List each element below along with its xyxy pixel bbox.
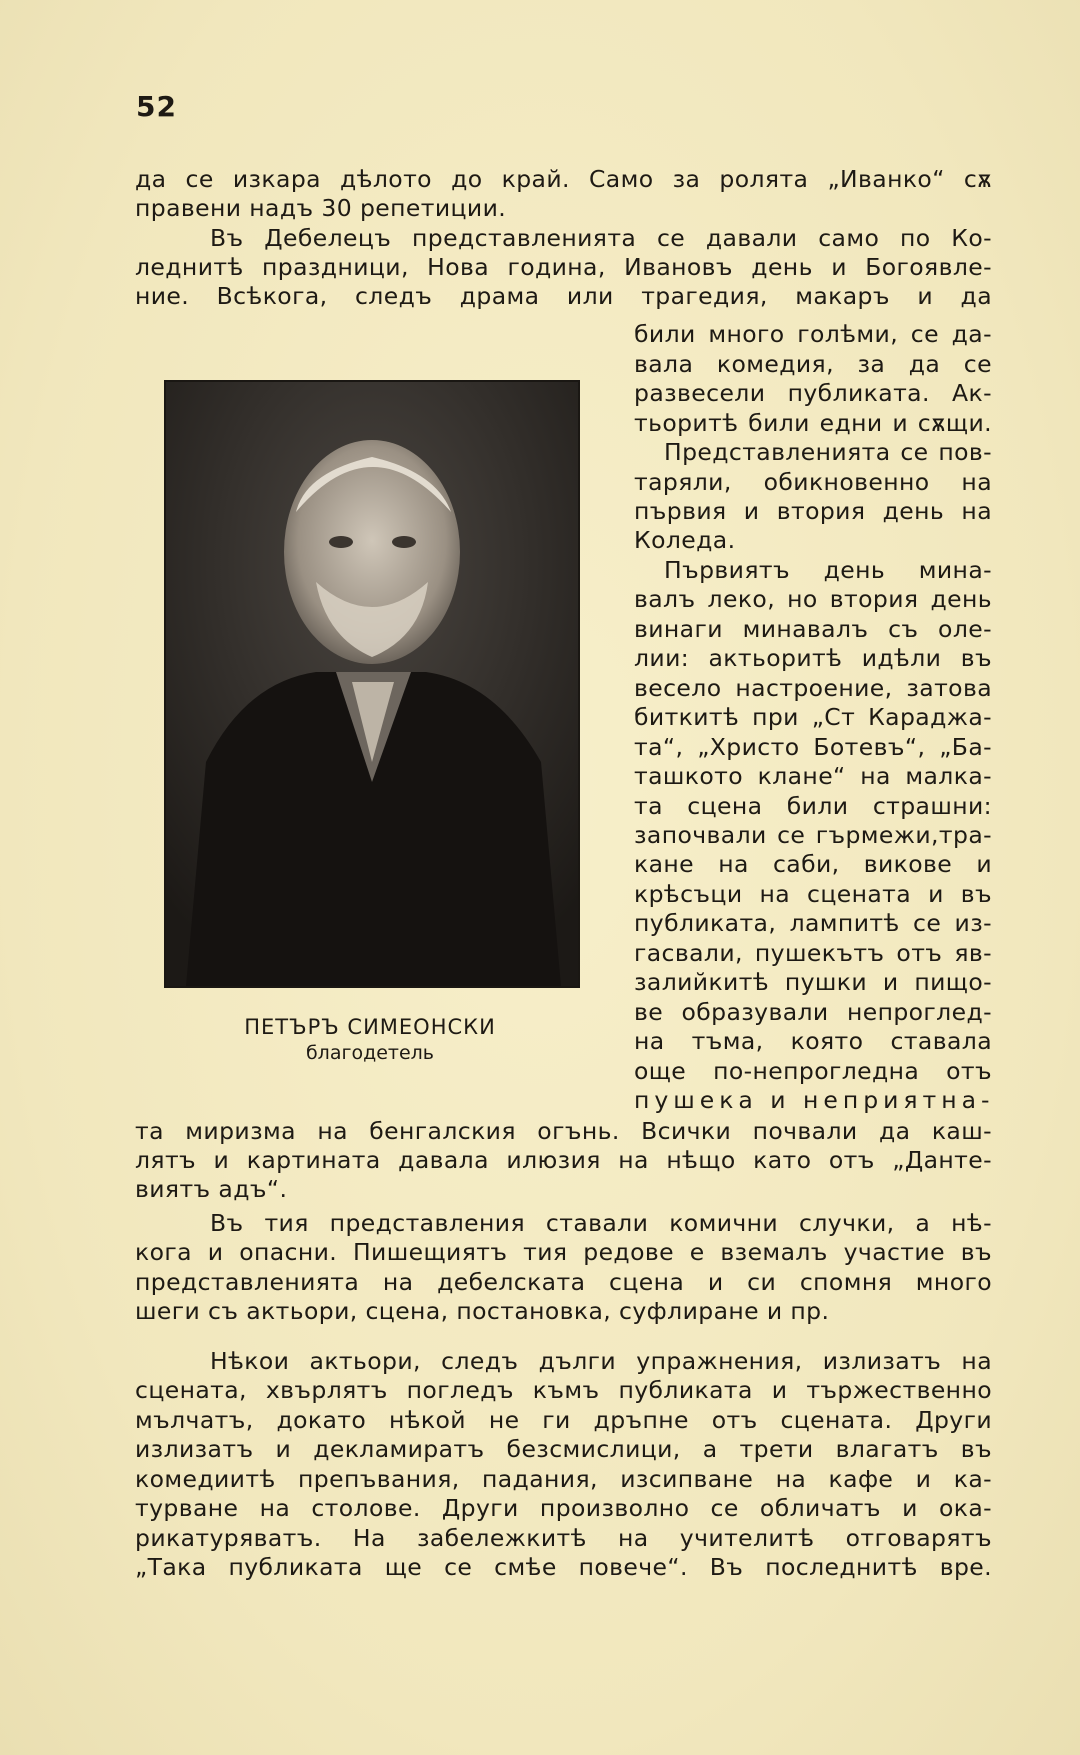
text-line: правени надъ 30 репетиции.	[135, 194, 507, 222]
text-line: рикатуряватъ. На забележкитѣ на учителитѣ отговарятъ	[135, 1524, 992, 1552]
text-line: та сцена били страшни:	[634, 792, 992, 820]
text-line: ве образували непроглед-	[634, 998, 992, 1026]
text-line: турване на столове. Други произволно се обличатъ и ока-	[135, 1494, 992, 1522]
text-line: „Така публиката ще се смѣе повече“. Въ последнитѣ вре.	[135, 1553, 992, 1581]
text-line: ние. Всѣкога, следъ драма или трагедия, макаръ и да	[135, 282, 992, 310]
photo-caption-role: благодетель	[305, 1042, 435, 1064]
text-line: весело настроение, затова	[634, 674, 992, 702]
text-line: гасвали, пушекътъ отъ яв-	[634, 939, 992, 967]
text-line: леднитѣ праздници, Нова година, Ивановъ день и Богоявле-	[135, 253, 992, 281]
text-line: публиката, лампитѣ се из-	[634, 909, 992, 937]
text-line: лии: актьоритѣ идѣли въ	[634, 644, 992, 672]
page-number: 52	[136, 90, 177, 123]
text-line: сцената, хвърлятъ погледъ къмъ публиката и тържественно	[135, 1376, 992, 1404]
text-line: вала комедия, за да се	[634, 350, 992, 378]
text-line: виятъ адъ“.	[135, 1175, 288, 1203]
text-line: лятъ и картината давала илюзия на нѣщо като отъ „Данте-	[135, 1146, 992, 1174]
text-line: да се изкара дѣлото до край. Само за ролята „Иванко“ сѫ	[135, 165, 992, 193]
text-line: кане на саби, викове и	[634, 850, 992, 878]
text-line: Представленията се пов-	[664, 438, 992, 466]
text-line: ташкото клане“ на малка-	[634, 762, 992, 790]
text-line: кога и опасни. Пишещиятъ тия редове е вземалъ участие въ	[135, 1238, 992, 1266]
text-line: представленията на дебелската сцена и си спомня много	[135, 1268, 992, 1296]
text-line: крѣсъци на сцената и въ	[634, 880, 992, 908]
text-line: таряли, обикновенно на	[634, 468, 992, 496]
text-line: първия и втория день на	[634, 497, 992, 525]
text-line: та миризма на бенгалския огънь. Всички почвали да каш-	[135, 1117, 992, 1145]
text-line: развесели публиката. Ак-	[634, 379, 992, 407]
text-line: залийкитѣ пушки и пищо-	[634, 968, 992, 996]
text-line: тьоритѣ били едни и сѫщи.	[634, 409, 992, 437]
text-line: още по-непрогледна отъ	[634, 1057, 992, 1085]
text-line: Въ Дебелецъ представленията се давали само по Ко-	[210, 224, 992, 252]
text-line: винаги минавалъ съ оле-	[634, 615, 992, 643]
text-line: мълчатъ, докато нѣкой не ги дръпне отъ сцената. Други	[135, 1406, 992, 1434]
text-line: валъ леко, но втория день	[634, 585, 992, 613]
text-line: комедиитѣ препъвания, падания, изсипване на кафе и ка-	[135, 1465, 992, 1493]
text-line: на тъма, която ставала	[634, 1027, 992, 1055]
text-line: шеги съ актьори, сцена, постановка, суфлиране и пр.	[135, 1297, 830, 1325]
photo-caption-name: ПЕТЪРЪ СИМЕОНСКИ	[244, 1015, 496, 1039]
text-line: започвали се гърмежи,тра-	[634, 821, 992, 849]
text-line: Въ тия представления ставали комични случки, а нѣ-	[210, 1209, 992, 1237]
text-line: Коледа.	[634, 526, 736, 554]
text-line: Първиятъ день мина-	[664, 556, 992, 584]
text-line: биткитѣ при „Ст Караджа-	[634, 703, 992, 731]
text-line: пушека и неприятна-	[634, 1086, 995, 1114]
text-line: били много голѣми, се да-	[634, 320, 992, 348]
text-line: та“, „Христо Ботевъ“, „Ба-	[634, 733, 992, 761]
text-line: Нѣкои актьори, следъ дълги упражнения, излизатъ на	[210, 1347, 992, 1375]
portrait-photo	[164, 380, 580, 988]
text-line: излизатъ и декламиратъ безсмислици, а трети влагатъ въ	[135, 1435, 992, 1463]
